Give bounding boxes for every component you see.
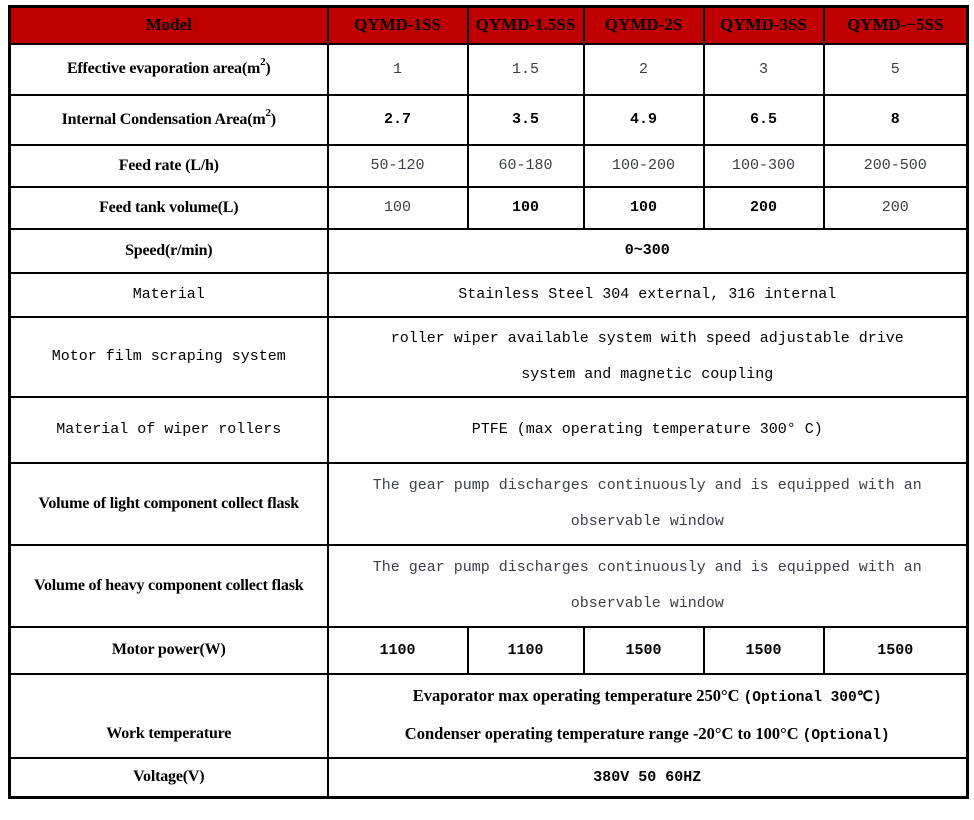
row-work-temperature	[10, 674, 968, 758]
condensation-area-value-2: 3.5	[468, 95, 584, 145]
evaporator-temp-text: Evaporator max operating temperature 250°C	[412, 686, 740, 706]
label-text: )	[265, 60, 271, 77]
row-speed	[10, 229, 968, 273]
feed-rate-value-4: 100-300	[704, 145, 824, 187]
label-superscript: 2	[260, 56, 266, 68]
motor-power-value-4: 1500	[704, 627, 824, 674]
heavy-flask-value	[328, 545, 968, 627]
row-label-work-temperature: Work temperature	[10, 674, 328, 758]
feed-rate-value-3: 100-200	[584, 145, 704, 187]
heavy-flask-line-1: The gear pump discharges continuously and is equipped with an	[372, 558, 922, 576]
row-label-motor-power: Motor power(W)	[10, 627, 328, 674]
specification-table	[8, 5, 969, 799]
condensation-area-value-4: 6.5	[704, 95, 824, 145]
row-scraping-system	[10, 317, 968, 397]
condensation-area-value-1: 2.7	[328, 95, 468, 145]
row-heavy-flask	[10, 545, 968, 627]
feed-tank-value-2: 100	[468, 187, 584, 229]
row-voltage	[10, 758, 968, 798]
header-model-qymd-1ss: QYMD-1SS	[328, 7, 468, 44]
work-temperature-line-2	[333, 724, 963, 745]
condenser-temp-text: Condenser operating temperature range -20°C to 100°C	[404, 723, 799, 743]
evaporation-area-value-2: 1.5	[468, 44, 584, 95]
header-model-qymd-1-5ss: QYMD-1.5SS	[468, 7, 584, 44]
motor-power-value-3: 1500	[584, 627, 704, 674]
condensation-area-value-5: 8	[824, 95, 968, 145]
scraping-system-line-1: roller wiper available system with speed adjustable drive	[390, 329, 904, 347]
feed-tank-value-1: 100	[328, 187, 468, 229]
feed-tank-value-3: 100	[584, 187, 704, 229]
voltage-value: 380V 50 60HZ	[328, 758, 968, 798]
row-motor-power	[10, 627, 968, 674]
feed-rate-value-5: 200-500	[824, 145, 968, 187]
motor-power-value-1: 1100	[328, 627, 468, 674]
wiper-rollers-value: PTFE (max operating temperature 300° C)	[328, 397, 968, 463]
light-flask-line-1: The gear pump discharges continuously and is equipped with an	[372, 476, 922, 494]
row-label-heavy-flask: Volume of heavy component collect flask	[10, 545, 328, 627]
light-flask-line-2: observable window	[570, 512, 724, 530]
row-condensation-area	[10, 95, 968, 145]
speed-value: 0~300	[328, 229, 968, 273]
evaporation-area-value-5: 5	[824, 44, 968, 95]
row-label-feed-tank-volume: Feed tank volume(L)	[10, 187, 328, 229]
feed-rate-value-1: 50-120	[328, 145, 468, 187]
header-model-qymd-2s: QYMD-2S	[584, 7, 704, 44]
condenser-temp-note: (Optional)	[802, 727, 890, 744]
row-label-material: Material	[10, 273, 328, 317]
material-value: Stainless Steel 304 external, 316 internal	[328, 273, 968, 317]
condensation-area-value-3: 4.9	[584, 95, 704, 145]
row-label-condensation-area	[10, 95, 328, 145]
row-label-scraping-system: Motor film scraping system	[10, 317, 328, 397]
evaporation-area-value-4: 3	[704, 44, 824, 95]
header-model-qymd-3ss: QYMD-3SS	[704, 7, 824, 44]
evaporator-temp-note: (Optional 300℃)	[743, 690, 882, 707]
feed-tank-value-5: 200	[824, 187, 968, 229]
label-text: Internal Condensation Area(m	[61, 110, 266, 128]
row-feed-tank-volume	[10, 187, 968, 229]
scraping-system-value	[328, 317, 968, 397]
row-label-light-flask: Volume of light component collect flask	[10, 463, 328, 545]
row-light-flask	[10, 463, 968, 545]
label-text: Effective evaporation area(m	[66, 60, 261, 77]
header-model: Model	[10, 7, 328, 44]
row-feed-rate	[10, 145, 968, 187]
work-temperature-value	[328, 674, 968, 758]
feed-tank-value-4: 200	[704, 187, 824, 229]
row-label-feed-rate: Feed rate (L/h)	[10, 145, 328, 187]
label-superscript: 2	[265, 106, 271, 119]
motor-power-value-5: 1500	[824, 627, 968, 674]
row-label-wiper-rollers: Material of wiper rollers	[10, 397, 328, 463]
scraping-system-line-2: system and magnetic coupling	[521, 365, 774, 383]
row-material	[10, 273, 968, 317]
row-label-evaporation-area	[10, 44, 328, 95]
heavy-flask-line-2: observable window	[570, 594, 724, 612]
feed-rate-value-2: 60-180	[468, 145, 584, 187]
row-evaporation-area	[10, 44, 968, 95]
evaporation-area-value-3: 2	[584, 44, 704, 95]
label-text: )	[270, 110, 276, 128]
row-label-speed: Speed(r/min)	[10, 229, 328, 273]
row-label-voltage: Voltage(V)	[10, 758, 328, 798]
header-row	[10, 7, 968, 44]
light-flask-value	[328, 463, 968, 545]
motor-power-value-2: 1100	[468, 627, 584, 674]
row-wiper-rollers	[10, 397, 968, 463]
header-model-qymd-5ss: QYMD-−5SS	[824, 7, 968, 44]
work-temperature-line-1	[333, 686, 963, 707]
evaporation-area-value-1: 1	[328, 44, 468, 95]
